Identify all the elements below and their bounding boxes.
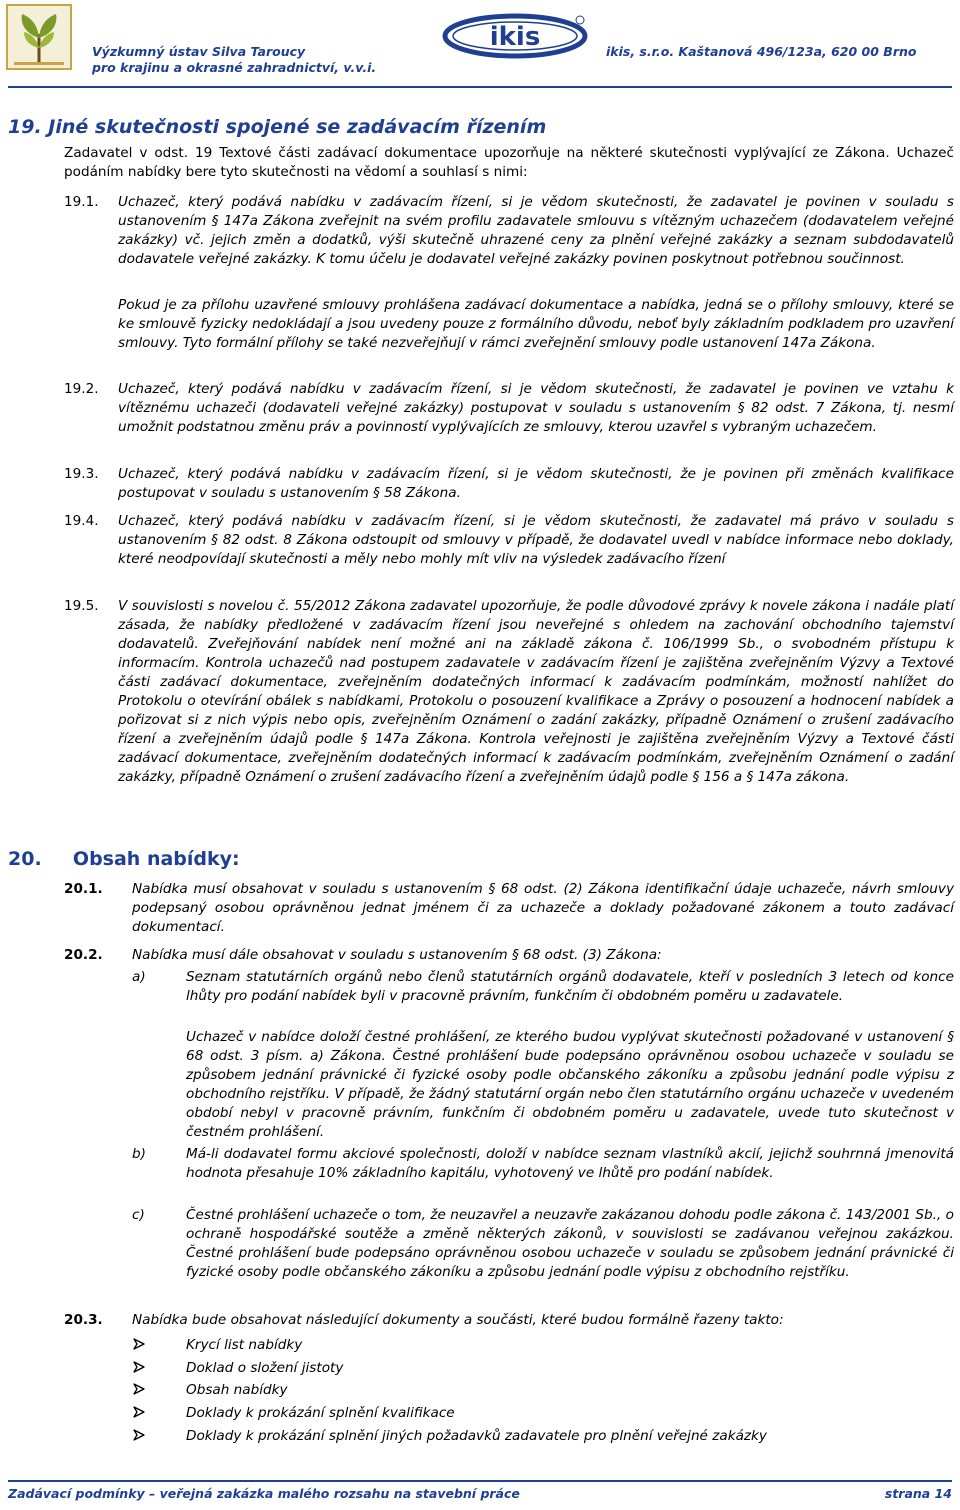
item-20-1-text: Nabídka musí obsahovat v souladu s ustanovením § 68 odst. (2) Zákona identifikační údaje uchazeče, návrh smlouvy podepsaný osobou oprávněnou jednat jménem či za uchazeče a doklady požadované zákonem a touto zadávací dokumentací. [132,881,954,935]
ikis-logo-icon [440,12,590,60]
item-20-3-text: Nabídka bude obsahovat následující dokumenty a součásti, které budou formálně řazeny takto: [132,1312,784,1328]
footer-title: Zadávací podmínky – veřejná zakázka malého rozsahu na stavební práce [8,1486,520,1501]
footer-divider [8,1480,952,1482]
list-item-label: Obsah nabídky [186,1382,288,1398]
list-item-label: Krycí list nabídky [186,1337,303,1353]
arrow-bullet-icon [132,1382,146,1396]
sub-c-text: Čestné prohlášení uchazeče o tom, že neuzavřel a neuzavře zakázanou dohodu podle zákona č. 143/2001 Sb., o ochraně hospodářské soutěže a změně některých zákonů, v souvislosti se zadávanou veřejnou zakázkou. Čestné prohlášení bude podepsáno oprávněnou osobou uchazeče v souladu se způsobem jednání právnické či fyzické osoby podle občanského zákoníku a způsobu jednání podle výpisu z obchodního rejstříku. [186,1207,954,1280]
item-number: 20.3. [64,1312,103,1328]
list-item [132,1404,455,1423]
list-item [132,1427,767,1446]
institute-logo-icon [6,4,72,70]
item-19-1-text2: Pokud je za přílohu uzavřené smlouvy prohlášena zadávací dokumentace a nabídka, jedná se o přílohy smlouvy, které se ke smlouvě fyzicky nedokládají a jsou uvedeny pouze z formálního důvodu, neboť byly základním podkladem pro uzavření smlouvy. Tyto formální přílohy se také nezveřejňují v rámci zveřejnění smlouvy podle ustanovení 147a Zákona. [118,297,954,351]
item-19-4-text: Uchazeč, který podává nabídku v zadávacím řízení, si je vědom skutečnosti, že zadavatel má právo v souladu s ustanovením § 82 odst. 8 Zákona odstoupit od smlouvy v případě, že dodavatel uvedl v nabídce informace nebo doklady, které neodpovídají skutečnosti a měly nebo mohly mít vliv na výsledek zadávacího řízení [118,513,954,567]
sub-letter: b) [132,1146,146,1162]
item-number: 19.5. [64,598,99,614]
section-20-number: 20. [8,848,42,870]
arrow-bullet-icon [132,1405,146,1419]
page-header [0,0,960,86]
svg-text:ikis: ikis [489,22,541,52]
sub-letter: c) [132,1207,145,1223]
section-19-intro: Zadavatel v odst. 19 Textové části zadávací dokumentace upozorňuje na některé skutečnosti vyplývající ze Zákona. Uchazeč podáním nabídky bere tyto skutečnosti na vědomí a souhlasí s nimi: [64,145,954,180]
arrow-bullet-icon [132,1337,146,1351]
item-19-1-text: Uchazeč, který podává nabídku v zadávacím řízení, si je vědom skutečnosti, že zadavatel je povinen v souladu s ustanovením § 147a Zákona zveřejnit na svém profilu zadavatele smlouvu s vítězným uchazečem (dodavatelem veřejné zakázky) vč. jejich změn a dodatků, výši skutečně uhrazené ceny za plnění veřejné zakázky a seznam subdodavatelů dodavatele veřejné zakázky. K tomu účelu je dodavatel veřejné zakázky povinen poskytnout potřebnou součinnost. [118,194,954,267]
item-19-3-text: Uchazeč, který podává nabídku v zadávacím řízení, si je vědom skutečnosti, že je povinen při změnách kvalifikace postupovat v souladu s ustanovením § 58 Zákona. [118,466,954,501]
list-item [132,1359,343,1378]
section-20-title: Obsah nabídky: [72,848,240,870]
list-item [132,1381,288,1400]
item-number: 19.2. [64,381,99,397]
arrow-bullet-icon [132,1428,146,1442]
header-divider [8,86,952,88]
list-item-label: Doklady k prokázání splnění kvalifikace [186,1405,455,1421]
item-20-2-text: Nabídka musí dále obsahovat v souladu s ustanovením § 68 odst. (3) Zákona: [132,947,662,963]
sub-b-text: Má-li dodavatel formu akciové společnosti, doloží v nabídce seznam vlastníků akcií, jejichž souhrnná jmenovitá hodnota přesahuje 10% základního kapitálu, vyhotovený ve lhůtě pro podání nabídek. [186,1146,954,1181]
company-address: ikis, s.r.o. Kaštanová 496/123a, 620 00 Brno [606,44,917,59]
sub-a-text: Seznam statutárních orgánů nebo členů statutárních orgánů dodavatele, kteří v posledních 3 letech od konce lhůty pro podání nabídek byli v pracovně právním, funkčním či obdobném poměru u zadavatele. [186,969,954,1004]
section-19-heading: 19. Jiné skutečnosti spojené se zadávacím řízením [8,116,547,138]
item-number: 20.2. [64,947,103,963]
item-number: 19.4. [64,513,99,529]
page-number: strana 14 [884,1486,952,1501]
item-number: 19.1. [64,194,99,210]
sub-letter: a) [132,969,146,985]
list-item-label: Doklad o složení jistoty [186,1360,344,1376]
item-19-2-text: Uchazeč, který podává nabídku v zadávacím řízení, si je vědom skutečnosti, že zadavatel je povinen ve vztahu k vítěznému uchazeči (dodavateli veřejné zakázky) postupovat v souladu s ustanovením § 82 odst. 7 Zákona, tj. nesmí umožnit podstatnou změnu práv a povinností vyplývajících ze smlouvy, kterou uzavřel s vybraným uchazečem. [118,381,954,435]
item-number: 19.3. [64,466,99,482]
institute-name [92,44,376,76]
sub-a-text2: Uchazeč v nabídce doloží čestné prohlášení, ze kterého budou vyplývat skutečnosti požadované v ustanovení § 68 odst. 3 písm. a) Zákona. Čestné prohlášení bude podepsáno oprávněnou osobou uchazeče v souladu se způsobem jednání právnické či fyzické osoby podle občanského zákoníku a způsobu jednání podle výpisu z obchodního rejstříku. V případě, že žádný statutární orgán nebo člen statutárního orgánu uchazeče v uvedeném období nebyl v pracovně právním, funkčním či obdobném poměru u zadavatele, uvede tuto skutečnost v čestném prohlášení. [186,1029,954,1140]
section-20-heading [8,848,240,870]
item-number: 20.1. [64,881,103,897]
institute-name-line1: Výzkumný ústav Silva Taroucy [92,44,306,59]
institute-name-line2: pro krajinu a okrasné zahradnictví, v.v.i. [92,60,377,75]
item-19-5-text: V souvislosti s novelou č. 55/2012 Zákona zadavatel upozorňuje, že podle důvodové zprávy k novele zákona i nadále platí zásada, že nabídky předložené v zadávacím řízení jsou neveřejné s ohledem na zachování obchodního tajemství dodavatelů. Zveřejňování nabídek není možné ani na základě zákona č. 106/1999 Sb., o svobodném přístupu k informacím. Kontrola uchazečů nad postupem zadavatele v zadávacím řízení je zajištěna zveřejněním Výzvy a Textové části zadávací dokumentace, zveřejněním dodatečných informací k zadávacím podmínkám, možností nahlížet do Protokolu o otevírání obálek s nabídkami, Protokolu o posouzení kvalifikace a Zprávy o posouzení a hodnocení nabídek a pořizovat si z nich výpis nebo opis, zveřejněním Oznámení o zadání zakázky, případně Oznámení o zrušení zadávacího řízení a zveřejněním údajů podle § 147a Zákona. Kontrola veřejnosti je zajištěna zveřejněním Výzvy a Textové části zadávací dokumentace, zveřejněním dodatečných informací k zadávacím podmínkám, zveřejněním Oznámení o zadání zakázky, případně Oznámení o zrušení zadávacího řízení a zveřejněním údajů podle § 156 a § 147a zákona. [118,598,954,785]
arrow-bullet-icon [132,1360,146,1374]
list-item-label: Doklady k prokázání splnění jiných požadavků zadavatele pro plnění veřejné zakázky [186,1428,767,1444]
list-item [132,1336,302,1355]
